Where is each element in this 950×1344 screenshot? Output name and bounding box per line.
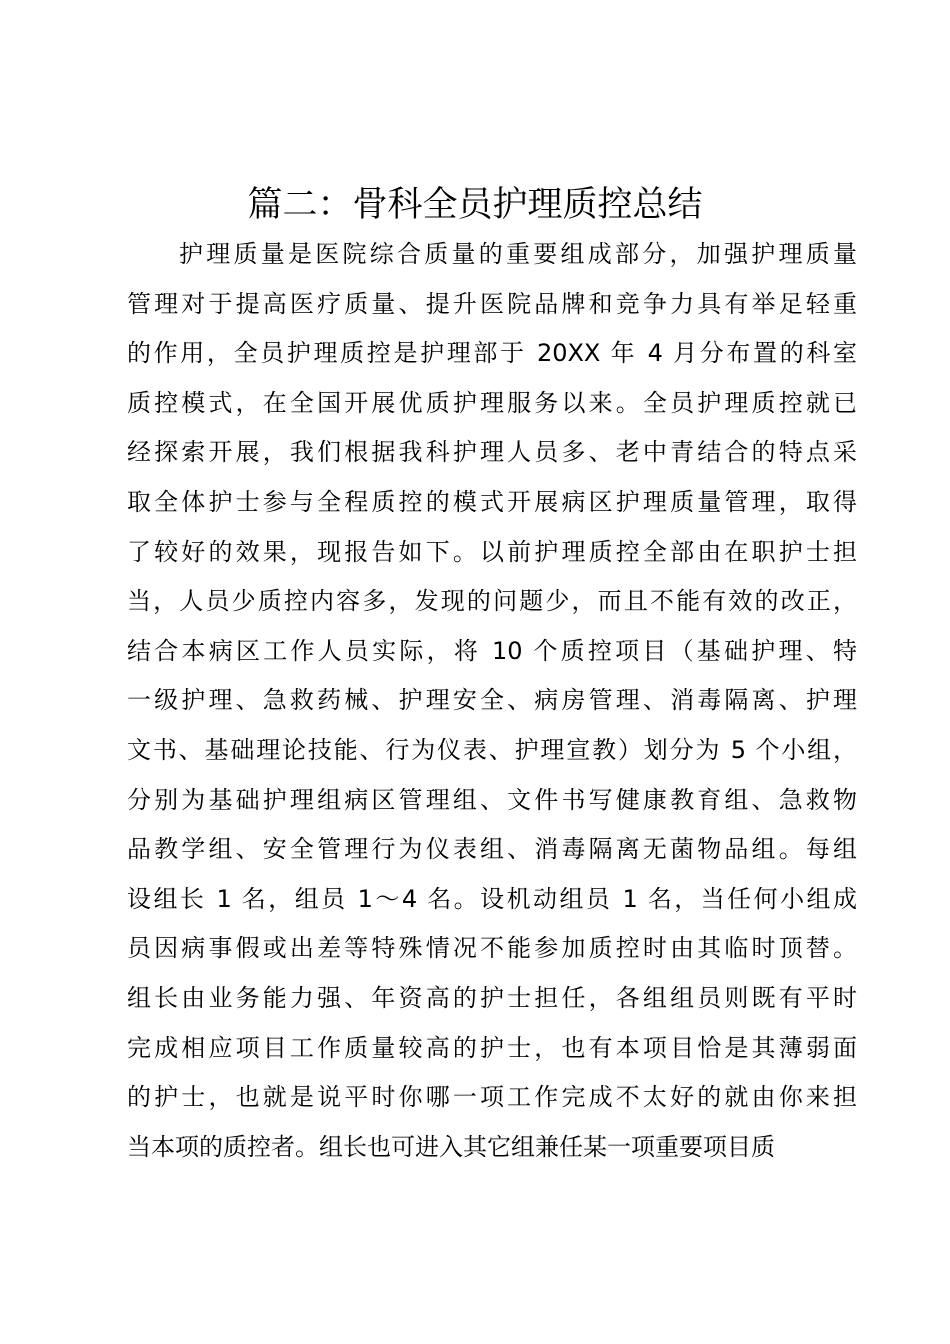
paragraph-line: 管理对于提高医疗质量、提升医院品牌和竞争力具有举足轻重 (127, 289, 857, 318)
paragraph-line: 当，人员少质控内容多，发现的问题少，而且不能有效的改正， (127, 587, 857, 616)
paragraph-line: 一级护理、急救药械、护理安全、病房管理、消毒隔离、护理 (127, 686, 857, 715)
paragraph-line: 品教学组、安全管理行为仪表组、消毒隔离无菌物品组。每组 (127, 835, 857, 864)
paragraph-line: 结合本病区工作人员实际，将 10 个质控项目（基础护理、特 (127, 636, 857, 665)
paragraph-line: 的作用，全员护理质控是护理部于 20XX 年 4 月分布置的科室 (127, 339, 857, 368)
paragraph-line: 完成相应项目工作质量较高的护士，也有本项目恰是其薄弱面 (127, 1033, 857, 1062)
paragraph-line: 质控模式，在全国开展优质护理服务以来。全员护理质控就已 (127, 388, 857, 417)
paragraph-line: 员因病事假或出差等特殊情况不能参加质控时由其临时顶替。 (127, 934, 857, 963)
paragraph-line: 取全体护士参与全程质控的模式开展病区护理质量管理，取得 (127, 487, 857, 516)
document-body (127, 230, 857, 1172)
paragraph-line: 设组长 1 名，组员 1～4 名。设机动组员 1 名，当任何小组成 (127, 884, 857, 913)
paragraph-line: 组长由业务能力强、年资高的护士担任，各组组员则既有平时 (127, 983, 857, 1012)
paragraph-line: 分别为基础护理组病区管理组、文件书写健康教育组、急救物 (127, 785, 857, 814)
paragraph-line: 文书、基础理论技能、行为仪表、护理宣教）划分为 5 个小组， (127, 735, 857, 764)
paragraph-line: 了较好的效果，现报告如下。以前护理质控全部由在职护士担 (127, 537, 857, 566)
paragraph-line: 护理质量是医院综合质量的重要组成部分，加强护理质量 (179, 240, 857, 268)
paragraph-line: 的护士，也就是说平时你哪一项工作完成不太好的就由你来担 (127, 1083, 857, 1112)
paragraph-line: 当本项的质控者。组长也可进入其它组兼任某一项重要项目质 (127, 1132, 775, 1161)
document-title: 篇二：骨科全员护理质控总结 (247, 185, 703, 225)
paragraph-line: 经探索开展，我们根据我科护理人员多、老中青结合的特点采 (127, 438, 857, 467)
